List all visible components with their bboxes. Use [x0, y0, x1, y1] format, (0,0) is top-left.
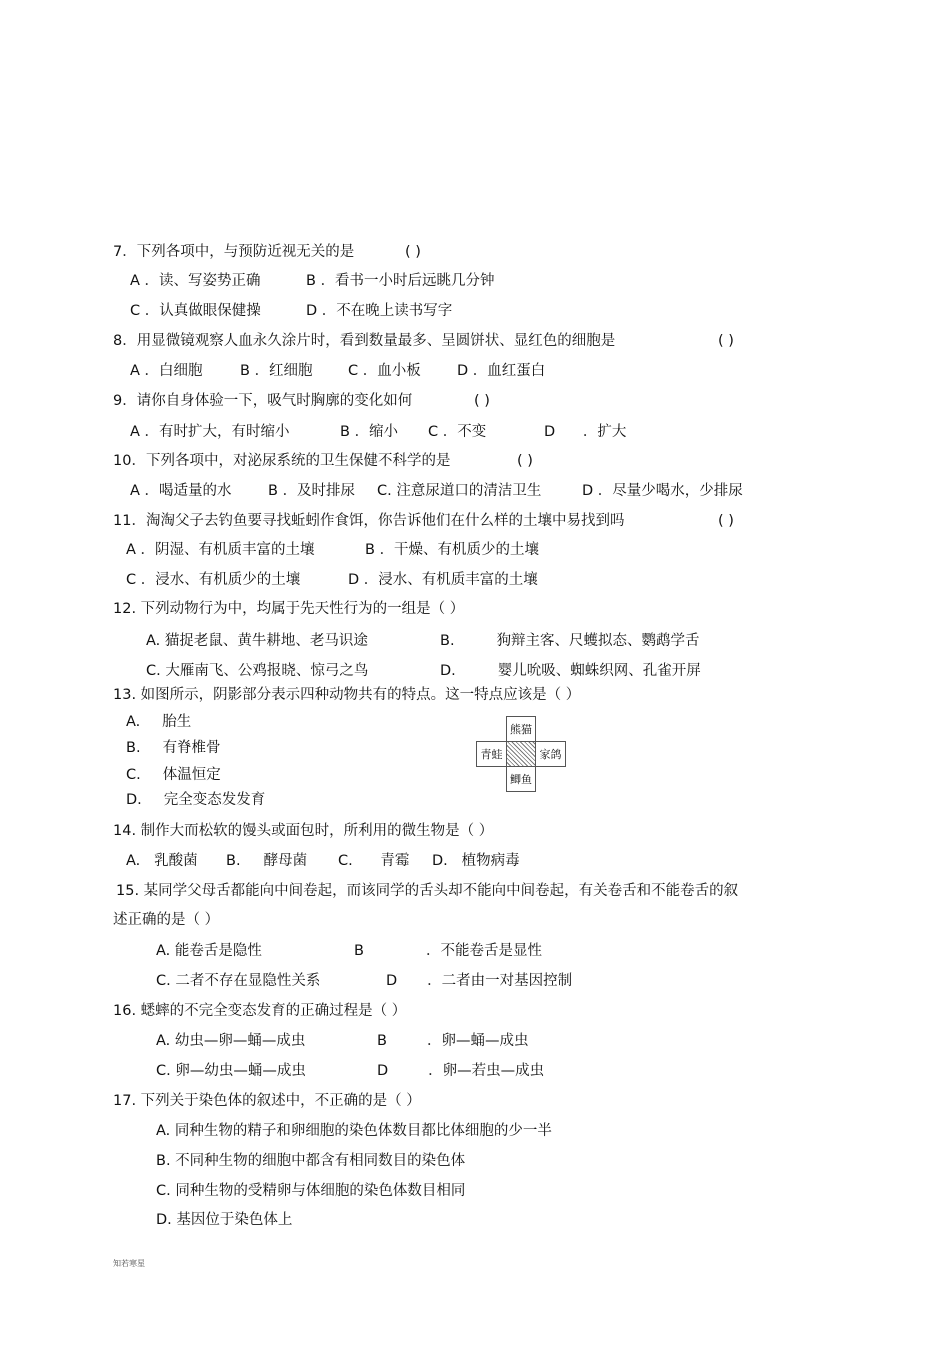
question-11-option-b [365, 540, 539, 560]
option-label: C. [156, 1063, 171, 1079]
option-label: A. [126, 714, 141, 730]
question-9-option-d [544, 422, 626, 442]
question-9-option-a [130, 422, 290, 442]
question-9-option-b [340, 422, 398, 442]
option-label: A. [156, 943, 171, 959]
question-16-option-c [156, 1061, 306, 1081]
option-text: ．不在晚上读书写字 [321, 303, 453, 319]
option-label: D [582, 483, 594, 499]
option-text: 幼虫—卵—蛹—成虫 [174, 1033, 306, 1049]
option-text: 大雁南飞、公鸡报晓、惊弓之鸟 [165, 663, 369, 679]
option-text: ．及时排尿 [282, 483, 356, 499]
option-label: C [428, 424, 439, 440]
option-label: D [377, 1063, 389, 1079]
option-text: ．不能卷舌是显性 [425, 943, 542, 959]
option-text: 青霉 [380, 853, 410, 869]
option-text: ．有时扩大，有时缩小 [144, 424, 290, 440]
option-text: 卵—幼虫—蛹—成虫 [175, 1063, 306, 1079]
option-text: ．看书一小时后远眺几分钟 [320, 273, 495, 289]
question-9-stem: 9．请你自身体验一下，吸气时胸廓的变化如何 [113, 393, 413, 409]
question-17-option-a [156, 1121, 552, 1141]
option-label: D. [440, 663, 456, 679]
option-label: B. [156, 1153, 171, 1169]
option-text: ．喝适量的水 [144, 483, 232, 499]
option-label: D [457, 363, 469, 379]
question-8-option-b [240, 361, 313, 381]
question-11-option-c [126, 570, 300, 590]
option-text: 同种生物的受精卵与体细胞的染色体数目相同 [175, 1183, 466, 1199]
option-text: 能卷舌是隐性 [174, 943, 262, 959]
question-17-stem: 17. 下列关于染色体的叙述中，不正确的是（ ） [113, 1093, 421, 1109]
option-text: ．血红蛋白 [472, 363, 546, 379]
question-15-stem: 15. 某同学父母舌都能向中间卷起，而该同学的舌头却不能向中间卷起，有关卷舌和不能卷舌的叙 [116, 883, 739, 899]
option-label: C [130, 303, 141, 319]
question-13-option-b [126, 738, 221, 758]
option-text: 不同种生物的细胞中都含有相同数目的染色体 [175, 1153, 466, 1169]
question-10-answer-paren: ( ) [517, 453, 533, 469]
option-text: ．阴湿、有机质丰富的土壤 [140, 542, 315, 558]
option-label: B [340, 424, 350, 440]
option-text: 乳酸菌 [154, 853, 198, 869]
option-label: A. [126, 853, 141, 869]
question-12-stem: 12. 下列动物行为中，均属于先天性行为的一组是（ ） [113, 601, 465, 617]
option-text: ．二者由一对基因控制 [427, 973, 573, 989]
option-label: B [354, 943, 364, 959]
option-text: ．血小板 [362, 363, 421, 379]
option-label: D. [126, 792, 142, 808]
option-text: ．读、写姿势正确 [144, 273, 261, 289]
venn-cross-diagram [476, 716, 566, 792]
option-text: 完全变态发发育 [163, 792, 266, 808]
question-9-answer-paren: ( ) [474, 393, 490, 409]
option-label: A [130, 363, 140, 379]
option-text: 酵母菌 [263, 853, 308, 869]
question-8-option-c [348, 361, 421, 381]
option-label: D. [156, 1212, 172, 1228]
option-label: B. [440, 633, 455, 649]
option-label: A [130, 424, 140, 440]
option-label: C. [156, 973, 171, 989]
question-7-option-c [130, 301, 261, 321]
question-8-option-d [457, 361, 545, 381]
option-label: A [126, 542, 136, 558]
question-7-answer-paren: ( ) [405, 244, 421, 260]
option-label: B [365, 542, 375, 558]
question-16-option-b [377, 1031, 528, 1051]
option-label: B. [126, 740, 141, 756]
question-8-answer-paren: ( ) [718, 333, 734, 349]
option-label: D [386, 973, 398, 989]
question-14-stem: 14. 制作大而松软的馒头或面包时，所利用的微生物是（ ） [113, 823, 494, 839]
option-label: B [306, 273, 316, 289]
option-label: B [377, 1033, 387, 1049]
option-label: C. [377, 483, 392, 499]
question-16-option-a [156, 1031, 305, 1051]
question-11-stem: 11．淘淘父子去钓鱼要寻找蚯蚓作食饵，你告诉他们在什么样的土壤中易找到吗 [113, 513, 625, 529]
option-text: 有脊椎骨 [162, 740, 221, 756]
diagram-label-bottom: 鲫鱼 [506, 766, 536, 792]
option-text: 植物病毒 [461, 853, 520, 869]
option-label: C. [146, 663, 161, 679]
question-12-option-a [146, 631, 368, 651]
diagram-shaded-intersection [506, 741, 536, 767]
question-11-option-a [126, 540, 315, 560]
question-10-option-c [377, 481, 541, 501]
option-text: ．浸水、有机质丰富的土壤 [363, 572, 538, 588]
option-text: ．认真做眼保健操 [144, 303, 261, 319]
question-17-option-c [156, 1181, 465, 1201]
question-9-option-c [428, 422, 486, 442]
option-text: 胎生 [162, 714, 192, 730]
option-text: 婴儿吮吸、蜘蛛织网、孔雀开屏 [497, 663, 701, 679]
question-15-option-b [354, 941, 542, 961]
option-label: C [126, 572, 137, 588]
option-label: A. [146, 633, 161, 649]
question-11-option-d [348, 570, 538, 590]
question-12-option-b [440, 631, 700, 651]
question-14-option-a [126, 851, 198, 871]
option-text: 注意尿道口的清洁卫生 [396, 483, 542, 499]
question-7-stem: 7．下列各项中，与预防近视无关的是 [113, 244, 355, 260]
option-label: A. [156, 1123, 171, 1139]
option-label: C. [126, 767, 141, 783]
option-label: D. [432, 853, 448, 869]
option-text: ．缩小 [354, 424, 399, 440]
question-10-stem: 10．下列各项中，对泌尿系统的卫生保健不科学的是 [113, 453, 451, 469]
question-10-option-b [268, 481, 355, 501]
option-text: 猫捉老鼠、黄牛耕地、老马识途 [164, 633, 368, 649]
question-7-option-d [306, 301, 452, 321]
question-7-option-a [130, 271, 261, 291]
question-13-stem: 13. 如图所示，阴影部分表示四种动物共有的特点。这一特点应该是（ ） [113, 687, 581, 703]
question-15-option-d [386, 971, 572, 991]
question-17-option-b [156, 1151, 465, 1171]
option-text: 同种生物的精子和卵细胞的染色体数目都比体细胞的少一半 [174, 1123, 552, 1139]
question-12-option-c [146, 661, 368, 681]
option-label: B. [226, 853, 241, 869]
question-14-option-c [338, 851, 409, 871]
question-8-stem: 8．用显微镜观察人血永久涂片时，看到数量最多、呈圆饼状、显红色的细胞是 [113, 333, 616, 349]
option-text: ．干燥、有机质少的土壤 [379, 542, 540, 558]
option-text: ．卵—蛹—成虫 [426, 1033, 529, 1049]
page-footer: 知若寒星 [113, 1259, 145, 1268]
diagram-label-left: 青蛙 [476, 741, 507, 767]
question-11-answer-paren: ( ) [718, 513, 734, 529]
option-label: C. [156, 1183, 171, 1199]
option-text: 基因位于染色体上 [176, 1212, 293, 1228]
option-text: 狗辩主客、尺蠖拟态、鹦鹉学舌 [496, 633, 700, 649]
question-10-option-d [582, 481, 743, 501]
option-label: C. [338, 853, 353, 869]
question-16-stem: 16. 蟋蟀的不完全变态发育的正确过程是（ ） [113, 1003, 407, 1019]
option-text: 二者不存在显隐性关系 [175, 973, 321, 989]
question-13-option-d [126, 790, 265, 810]
option-label: B [240, 363, 250, 379]
question-15-option-c [156, 971, 320, 991]
option-text: ．卵—若虫—成虫 [428, 1063, 545, 1079]
question-16-option-d [377, 1061, 544, 1081]
question-13-option-a [126, 712, 191, 732]
option-text: ．浸水、有机质少的土壤 [140, 572, 301, 588]
option-text: ．扩大 [582, 424, 627, 440]
question-14-option-d [432, 851, 520, 871]
option-label: C [348, 363, 359, 379]
question-8-option-a [130, 361, 203, 381]
question-15-stem-continued: 述正确的是（ ） [113, 912, 220, 928]
diagram-label-right: 家鸽 [535, 741, 566, 767]
option-label: D [306, 303, 318, 319]
option-text: ．尽量少喝水，少排尿 [597, 483, 743, 499]
option-label: D [544, 424, 556, 440]
option-label: A [130, 273, 140, 289]
question-15-option-a [156, 941, 262, 961]
option-label: B [268, 483, 278, 499]
question-13-option-c [126, 765, 221, 785]
option-label: D [348, 572, 360, 588]
question-10-option-a [130, 481, 232, 501]
question-12-option-d [440, 661, 701, 681]
option-label: A. [156, 1033, 171, 1049]
option-label: A [130, 483, 140, 499]
option-text: ．不变 [442, 424, 487, 440]
question-14-option-b [226, 851, 307, 871]
option-text: 体温恒定 [162, 767, 221, 783]
option-text: ．红细胞 [254, 363, 313, 379]
diagram-label-top: 熊猫 [506, 716, 536, 742]
option-text: ．白细胞 [144, 363, 203, 379]
question-17-option-d [156, 1210, 292, 1230]
question-7-option-b [306, 271, 495, 291]
